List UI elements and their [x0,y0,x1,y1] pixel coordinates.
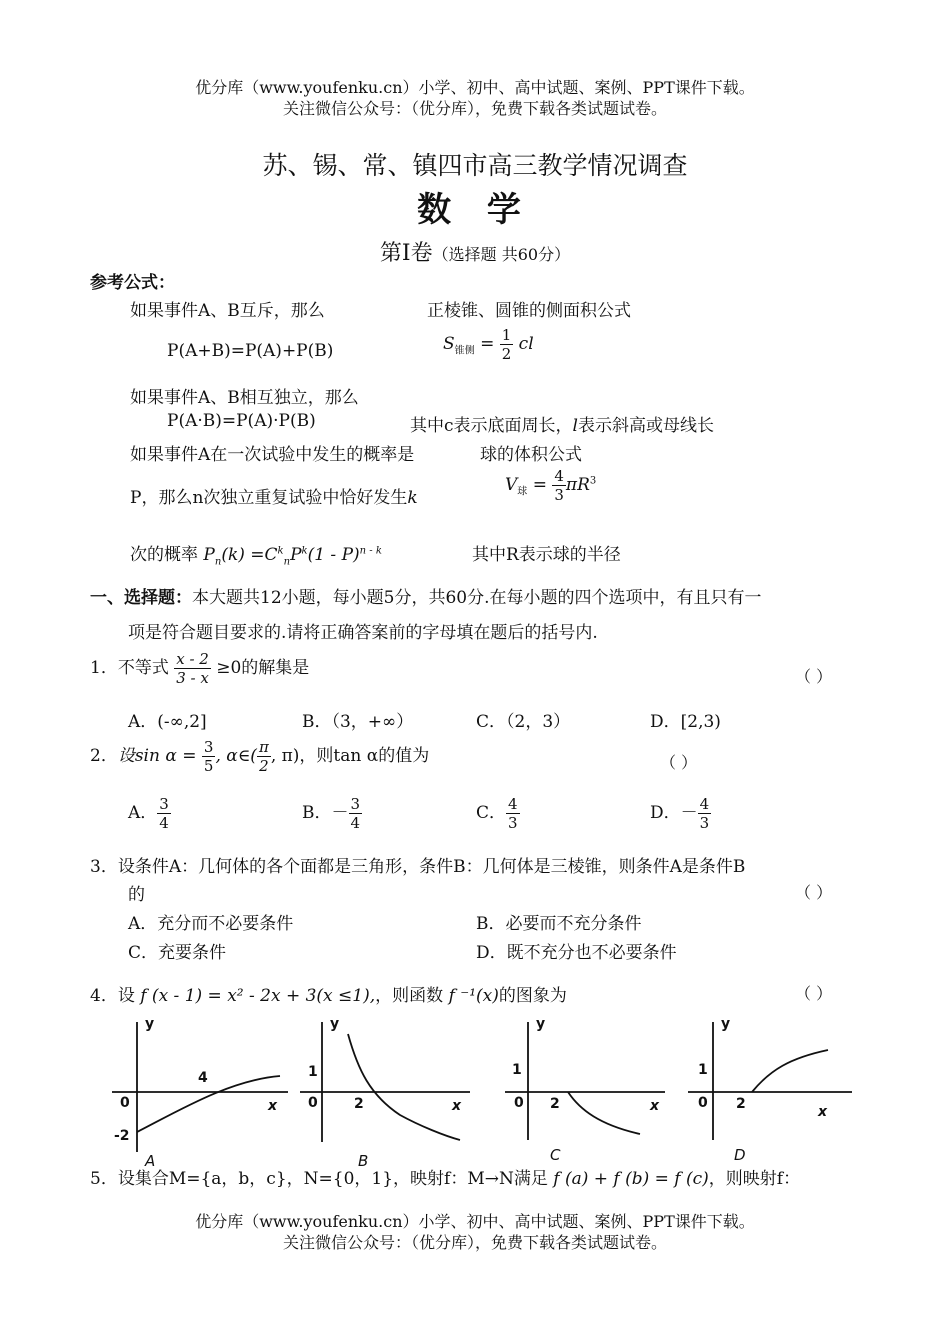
formula-binomial-text-1: 如果事件A在一次试验中发生的概率是 [130,445,415,465]
formula-independent: P(A·B)=P(A)·P(B) [167,411,316,431]
graph-b-origin: 0 [308,1095,318,1111]
q2-fraction-1: $\frac{3}{5}$ [203,738,214,775]
graph-a-curve [137,1076,280,1132]
q3-option-a[interactable]: A．充分而不必要条件 [128,914,294,934]
question-3-line-1: 3．设条件A：几何体的各个面都是三角形，条件B：几何体是三棱锥，则条件A是条件B [90,857,746,877]
graph-c-mark-2: 2 [550,1096,560,1112]
q2-a-fraction: $\frac{3}{4}$ [159,795,169,832]
q2-b-fraction: $\frac{3}{4}$ [350,795,361,832]
q1-option-c[interactable]: C．（2，3） [476,712,571,732]
graph-d-curve [752,1050,828,1092]
graph-d-y-label: y [721,1016,731,1032]
cone-eq: = [480,334,495,354]
graph-a-mark-4: 4 [198,1070,208,1086]
q1-answer-paren[interactable]: （ ） [795,667,833,686]
graph-b-y-label: y [330,1016,340,1032]
q3-answer-paren[interactable]: （ ） [795,883,833,902]
graph-c-caption: C [550,1146,561,1164]
formula-ball: $V_球$ = $\frac{4}{3}$ $\pi R^3$ [505,467,597,504]
graph-d-mark-2: 2 [736,1096,746,1112]
graph-a-x-label: x [268,1098,278,1114]
question-4: 4．设 f (x - 1) = x² - 2x + 3(x ≤1),，则函数 f ⁻¹(x)的图象为 [90,986,567,1006]
graph-d-origin: 0 [698,1095,708,1111]
exam-title: 苏、锡、常、镇四市高三教学情况调查 [262,151,688,180]
graph-a-mark-neg2: -2 [114,1128,130,1144]
q1-fraction: $\frac{x - 2}{3 - x}$ [176,650,209,687]
formula-cone-note: 其中c表示底面周长，l表示斜高或母线长 [410,416,714,436]
q1-option-d[interactable]: D．[2,3) [650,712,721,732]
header-line-2: 关注微信公众号：（优分库），免费下载各类试题试卷。 [282,99,667,118]
graph-b-mark-2: 2 [354,1096,364,1112]
q4-inverse: f ⁻¹(x) [448,986,499,1006]
q4-expression: f (x - 1) = x² - 2x + 3(x ≤1), [140,986,376,1006]
graph-d-x-label: x [818,1104,828,1120]
graph-d[interactable] [688,1016,852,1164]
cone-s: S [443,334,455,354]
q2-option-d[interactable]: D．－ $\frac{4}{3}$ [650,795,710,832]
graph-c-origin: 0 [514,1095,524,1111]
q4-graphs [0,1010,950,1170]
formula-ball-text: 球的体积公式 [480,445,582,465]
graph-b-mark-1: 1 [308,1064,318,1080]
q2-answer-paren[interactable]: （ ） [660,753,698,772]
header-line-1: 优分库（www.youfenku.cn）小学、初中、高中试题、案例、PPT课件下载。 [195,78,755,97]
formula-exclusive: P(A+B)=P(A)+P(B) [167,341,334,361]
formula-binomial-text-2: P，那么n次独立重复试验中恰好发生k [130,488,418,508]
section1-heading: 一、选择题： [90,588,192,608]
q3-option-d[interactable]: D．既不充分也不必要条件 [476,943,677,963]
q2-c-fraction: $\frac{4}{3}$ [508,795,518,832]
cone-sub: 锥侧 [454,345,475,357]
q2-option-a[interactable]: A． $\frac{3}{4}$ [128,795,169,832]
q2-option-b[interactable]: B．－ $\frac{3}{4}$ [302,795,361,832]
graph-c-curve [568,1092,640,1134]
subject-title: 数 学 [417,190,533,230]
q1-option-b[interactable]: B．（3，+∞） [302,712,414,732]
part-label: 第Ⅰ卷 [379,241,433,266]
graph-a-caption: A [145,1152,156,1170]
graph-b-curve [348,1034,460,1140]
formula-ball-note: 其中R表示球的半径 [472,545,621,565]
cone-cl: cl [518,334,534,354]
question-1: 1．不等式 $\frac{x - 2}{3 - x}$ ≥0的解集是 [90,650,310,687]
q5-expression: f (a) + f (b) = f (c) [553,1169,709,1189]
part-title [0,236,950,267]
question-3-line-2: 的 [128,885,145,905]
formula-binomial: 次的概率 $P_n(k) =C^k_nP^k(1 - P)^{n - k}$ [130,545,382,568]
formula-cone [443,326,534,363]
part-note: （选择题 共60分） [432,245,571,264]
graph-a-y-label: y [145,1016,155,1032]
graph-c-mark-1: 1 [512,1062,522,1078]
graph-a-origin: 0 [120,1095,130,1111]
graph-b[interactable] [300,1016,470,1170]
graph-c-y-label: y [536,1016,546,1032]
graph-b-x-label: x [452,1098,462,1114]
graph-c-x-label: x [650,1098,660,1114]
graph-a[interactable] [112,1016,288,1170]
q2-option-c[interactable]: C． $\frac{4}{3}$ [476,795,518,832]
q4-answer-paren[interactable]: （ ） [795,984,833,1003]
graph-b-caption: B [358,1152,369,1170]
q3-option-b[interactable]: B．必要而不充分条件 [476,914,642,934]
formula-cone-text: 正棱锥、圆锥的侧面积公式 [427,301,631,321]
q1-option-a[interactable]: A．(-∞,2] [128,712,207,732]
formula-exclusive-text: 如果事件A、B互斥，那么 [130,301,325,321]
graph-d-mark-1: 1 [698,1062,708,1078]
ball-fraction: $\frac{4}{3}$ [554,467,564,504]
footer-line-2: 关注微信公众号：（优分库），免费下载各类试题试卷。 [282,1233,667,1252]
cone-fraction: $\frac{1}{2}$ [501,326,512,363]
graph-c[interactable] [505,1016,665,1164]
question-5: 5．设集合M={a，b，c}，N={0，1}，映射f：M→N满足 f (a) + f (b) = f (c)，则映射f： [90,1169,801,1189]
graph-d-caption: D [734,1146,746,1164]
q2-fraction-2: $\frac{\pi}{2}$ [258,738,269,775]
formulas-heading: 参考公式： [90,273,175,293]
formula-independent-text: 如果事件A、B相互独立，那么 [130,388,359,408]
section1-line-2: 项是符合题目要求的.请将正确答案前的字母填在题后的括号内. [128,623,598,643]
q2-d-fraction: $\frac{4}{3}$ [699,795,710,832]
question-2: 2．设sin α = $\frac{3}{5}$ , α∈( $\frac{\pi}{2}$ , π)，则tan α的值为 [90,738,430,775]
q3-option-c[interactable]: C．充要条件 [128,943,227,963]
footer-line-1: 优分库（www.youfenku.cn）小学、初中、高中试题、案例、PPT课件下载。 [195,1212,755,1231]
section1-line-1: 一、选择题：本大题共12小题，每小题5分，共60分.在每小题的四个选项中，有且只有一 [90,588,762,608]
